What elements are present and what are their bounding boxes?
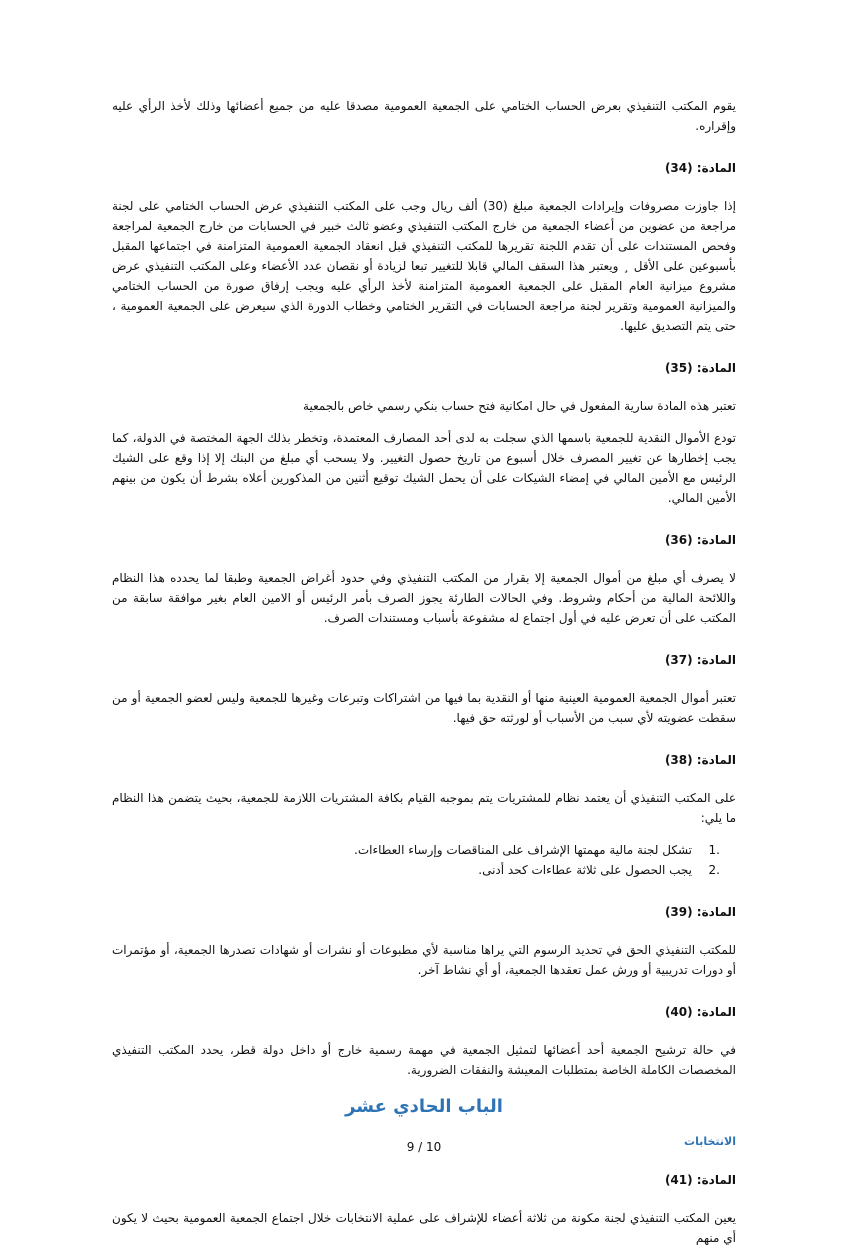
chapter-title: الباب الحادي عشر <box>345 1096 503 1117</box>
intro-paragraph: يقوم المكتب التنفيذي بعرض الحساب الختامي على الجمعية العمومية مصدقا عليه من جميع أعضائها وذلك لأخذ الرأي عليه وإقراره. <box>112 99 736 133</box>
article-36-heading: المادة: (36) <box>664 533 736 547</box>
article-38-list <box>112 840 736 880</box>
article-35-heading: المادة: (35) <box>664 361 736 375</box>
section-title: الانتخابات <box>684 1135 736 1148</box>
article-40-heading: المادة: (40) <box>664 1005 736 1019</box>
article-39-text: للمكتب التنفيذي الحق في تحديد الرسوم التي يراها مناسبة لأي مطبوعات أو نشرات أو شهادات تصدرها الجمعية، أو مؤتمرات أو دورات تدريبية أو ورش عمل تعقدها الجمعية، أو أي نشاط آخر. <box>112 943 736 977</box>
article-37-text: تعتبر أموال الجمعية العمومية العينية منها أو النقدية بما فيها من اشتراكات وتبرعات وغيرها للجمعية وليس لعضو الجمعية أو من سقطت عضويته لأي سبب من الأسباب أو لورثته حق فيها. <box>112 691 736 725</box>
article-35-note: تعتبر هذه المادة سارية المفعول في حال امكانية فتح حساب بنكي رسمي خاص بالجمعية <box>303 399 736 413</box>
article-35-text: تودع الأموال النقدية للجمعية باسمها الذي سجلت به لدى أحد المصارف المعتمدة، وتخطر بذلك الجهة المختصة في الدولة، كما يجب إخطارها عن تغيير المصرف خلال أسبوع من تاريخ حصول التغيير. ولا يسحب أي مبلغ من البنك إلا إذا وقع على الشيك الرئيس مع الأمين المالي في إمضاء الشيكات على أن يحمل الشيك توقيع أثنين من المذكورين أعلاه بشرط أن يكون من بينهم الأمين المالي. <box>112 431 736 505</box>
page-number: 9 / 10 <box>406 1140 442 1154</box>
list-item: 2. يجب الحصول على ثلاثة عطاءات كحد أدنى. <box>478 863 720 877</box>
article-40-text: في حالة ترشيح الجمعية أحد أعضائها لتمثيل الجمعية في مهمة رسمية خارج أو داخل دولة قطر، يحدد المكتب التنفيذي المخصصات الكاملة الخاصة بمتطلبات المعيشة والنفقات الضرورية. <box>112 1043 736 1077</box>
article-36-text: لا يصرف أي مبلغ من أموال الجمعية إلا بقرار من المكتب التنفيذي وفي حدود أغراض الجمعية وطبقا لما يحدده هذا النظام واللائحة المالية من أحكام وشروط. وفي الحالات الطارئة يجوز الصرف بأمر الرئيس أو الامين العام بغير موافقة سابقة من المكتب على أن تعرض عليه في أول اجتماع له مشفوعة بأسباب ومستندات الصرف. <box>112 571 736 625</box>
article-41-heading: المادة: (41) <box>664 1173 736 1187</box>
article-41-text: يعين المكتب التنفيذي لجنة مكونة من ثلاثة أعضاء للإشراف على عملية الانتخابات خلال اجتماع الجمعية العمومية بحيث لا يكون أي منهم <box>112 1211 736 1245</box>
article-39-heading: المادة: (39) <box>664 905 736 919</box>
article-38-text: على المكتب التنفيذي أن يعتمد نظام للمشتريات يتم بموجبه القيام بكافة المشتريات اللازمة للجمعية، بحيث يتضمن هذا النظام ما يلي: <box>112 791 736 825</box>
article-37-heading: المادة: (37) <box>664 653 736 667</box>
list-item: 1. تشكل لجنة مالية مهمتها الإشراف على المناقصات وإرساء العطاءات. <box>354 843 720 857</box>
article-34-heading: المادة: (34) <box>664 161 736 175</box>
article-38-heading: المادة: (38) <box>664 753 736 767</box>
document-page <box>112 96 736 1248</box>
article-34-text: إذا جاوزت مصروفات وإيرادات الجمعية مبلغ (30) ألف ريال وجب على المكتب التنفيذي عرض الحساب الختامي على لجنة مراجعة من عضوين من أعضاء الجمعية من خارج المكتب التنفيذي وعضو ثالث خبير في الحسابات من خارج الجمعية لمراجعة وفحص المستندات على أن تقدم اللجنة تقريرها للمكتب التنفيذي قبل انعقاد الجمعية العمومية المتزامنة في اجتماعها المقبل بأسبوعين على الأقل ¸ ويعتبر هذا السقف المالي قابلا للتغيير تبعا لزيادة أو نقصان عدد الأعضاء وعلى المكتب التنفيذي عرض مشروع ميزانية العام المقبل على الجمعية العمومية المتزامنة لأخذ الرأي عليه ويجب إرفاق صورة من الحساب الختامي والميزانية العمومية وتقرير لجنة مراجعة الحسابات في التقرير الختامي وخطاب الدورة الذي سيعرض على الجمعية العمومية ، حتى يتم التصديق عليها. <box>112 199 736 333</box>
